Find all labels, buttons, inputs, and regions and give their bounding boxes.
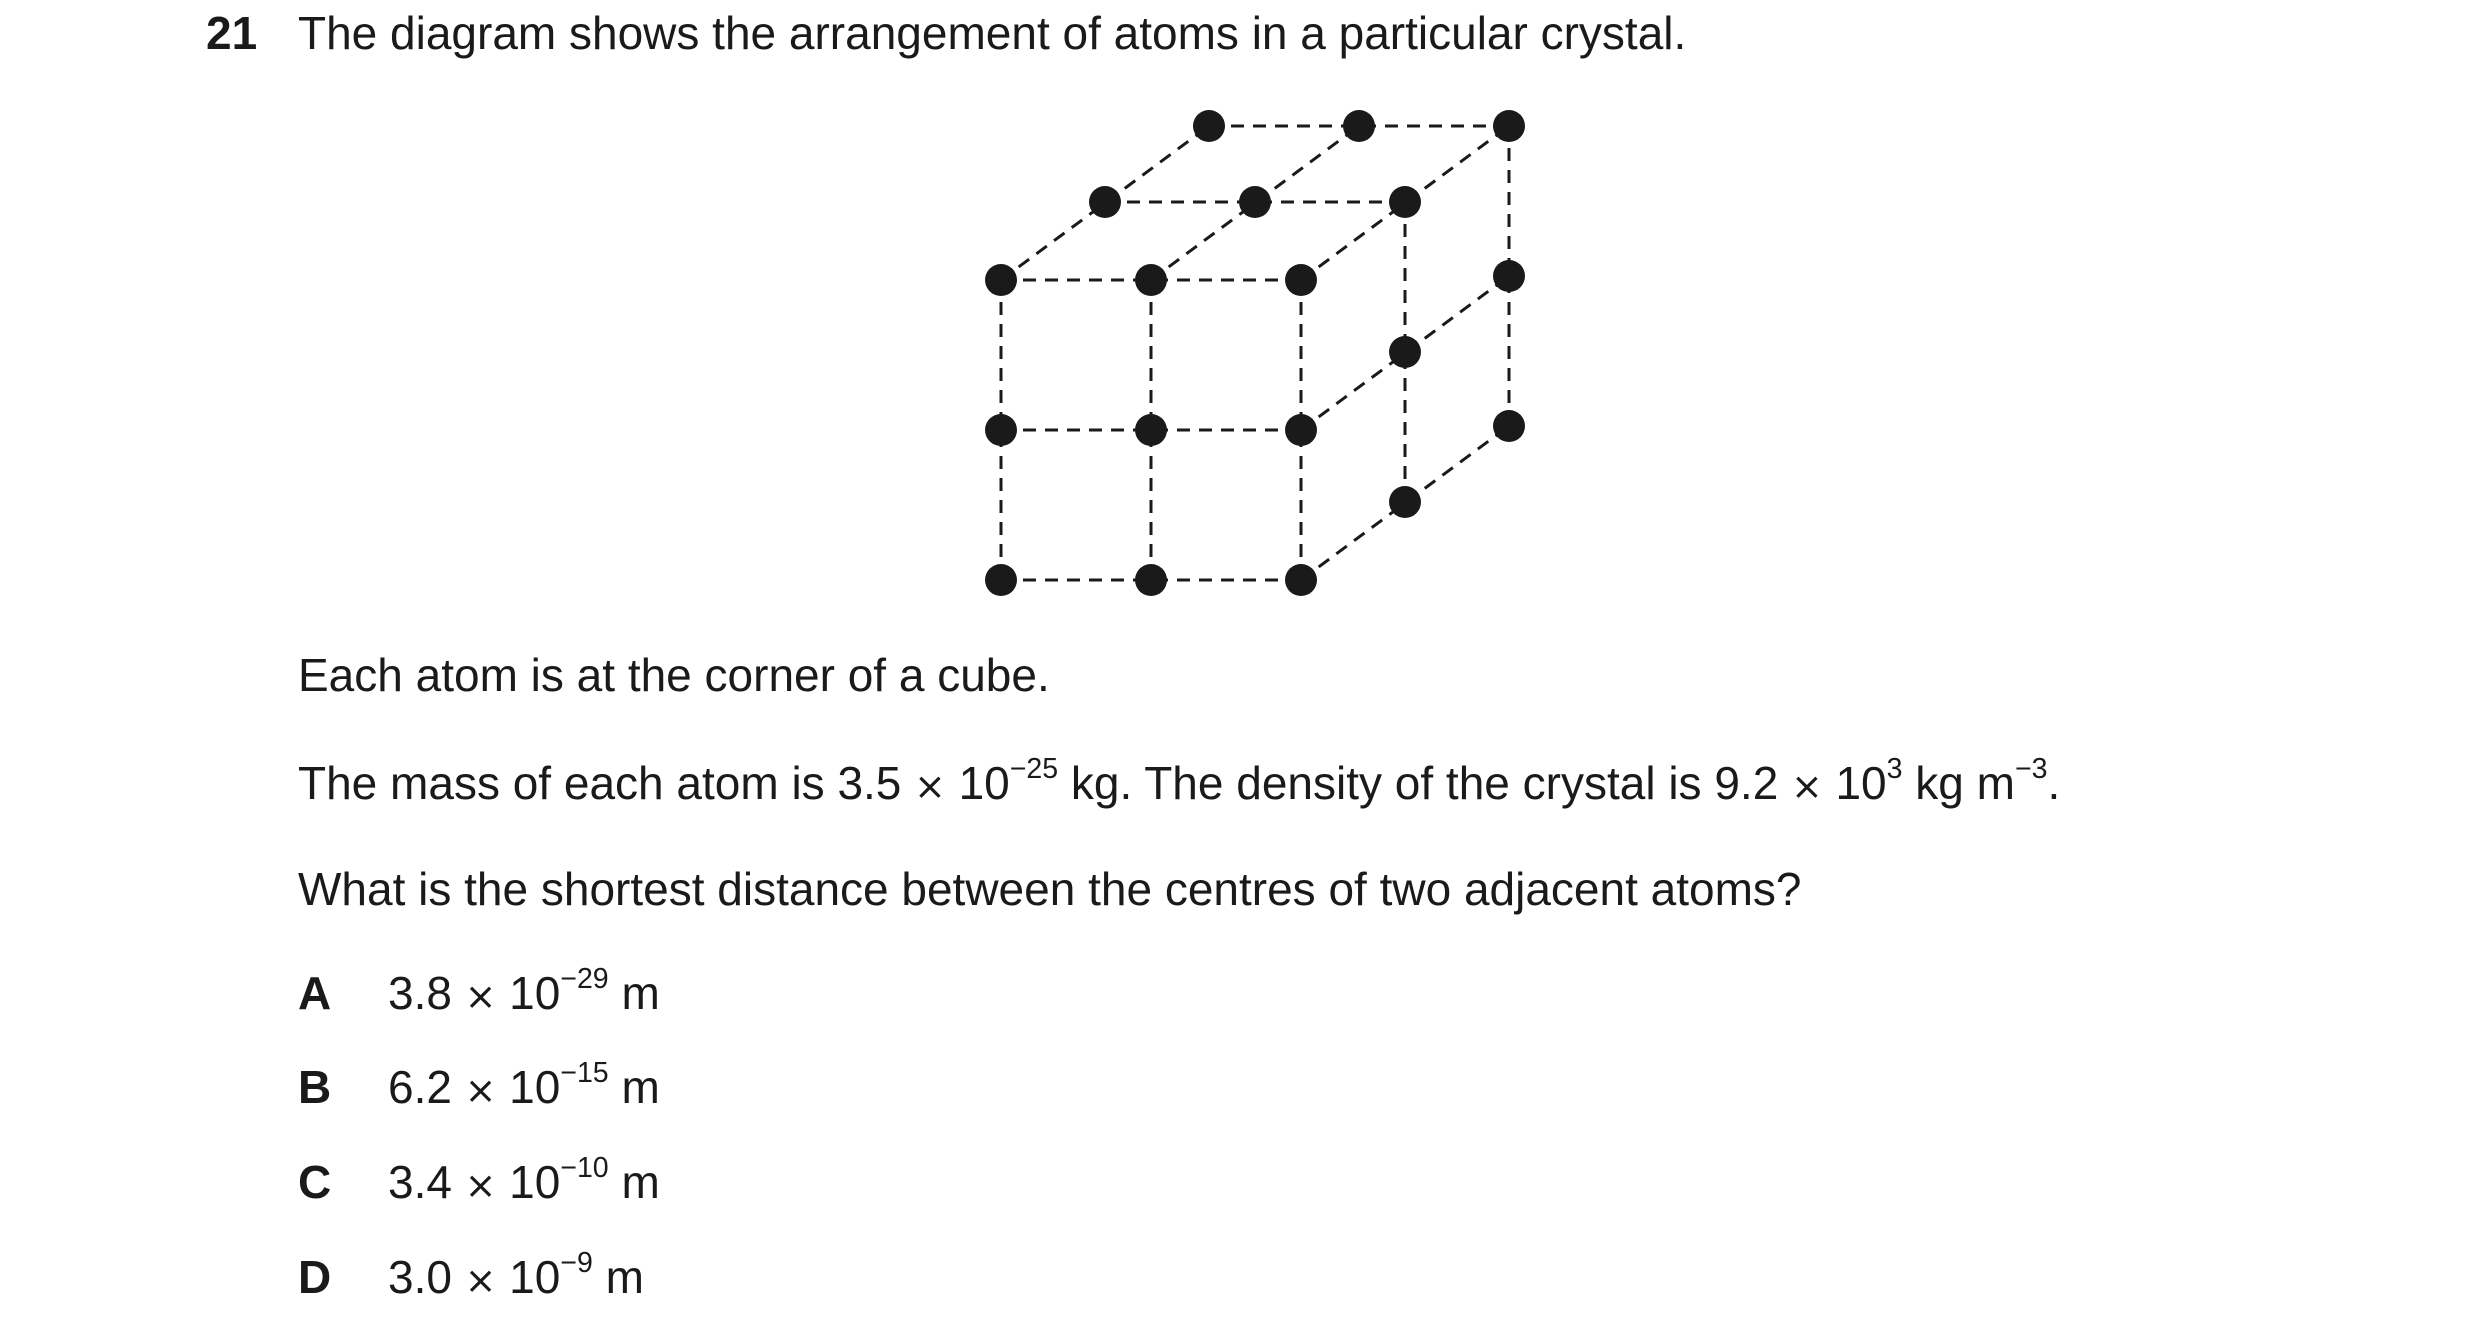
option-letter: C [298, 1156, 332, 1208]
atom [985, 414, 1017, 446]
statement-text: Each atom is at the corner of a cube. [298, 649, 1050, 701]
option-b[interactable] [298, 1057, 660, 1115]
atom [1389, 336, 1421, 368]
option-mantissa: 6.2 [388, 1061, 452, 1113]
atom [1389, 186, 1421, 218]
option-base: 10 [509, 1251, 561, 1303]
option-letter: D [298, 1251, 332, 1303]
atom [1193, 110, 1225, 142]
option-unit: m [621, 967, 660, 1019]
given-data-line [298, 753, 2061, 811]
option-base: 10 [509, 1156, 561, 1208]
question-prompt: What is the shortest distance between the centres of two adjacent atoms? [298, 863, 1802, 915]
crystal-lattice-diagram [0, 0, 2480, 640]
density-base: 10 [1835, 757, 1887, 809]
option-base: 10 [509, 967, 561, 1019]
option-exponent: −9 [560, 1247, 593, 1280]
atom [1089, 186, 1121, 218]
times-symbol: × [914, 764, 946, 808]
density-unit: kg m [1915, 757, 2015, 809]
times-symbol: × [464, 1068, 497, 1112]
data-line-end: . [2047, 757, 2061, 809]
atom [1239, 186, 1271, 218]
question-intro: The diagram shows the arrangement of atoms in a particular crystal. [298, 7, 1687, 59]
option-unit: m [621, 1156, 660, 1208]
atom [1343, 110, 1375, 142]
option-mantissa: 3.0 [388, 1251, 452, 1303]
mass-text: The mass of each atom is 3.5 [298, 757, 902, 809]
density-exponent: 3 [1886, 753, 1903, 786]
atom [1493, 110, 1525, 142]
option-letter: A [298, 967, 332, 1019]
density-unit-exponent: −3 [2014, 753, 2048, 786]
option-exponent: −29 [560, 963, 609, 996]
times-symbol: × [1791, 764, 1823, 808]
option-c[interactable] [298, 1152, 660, 1210]
atom [1493, 260, 1525, 292]
option-a[interactable] [298, 963, 660, 1021]
option-unit: m [621, 1061, 660, 1113]
atom [1389, 486, 1421, 518]
option-exponent: −10 [560, 1152, 609, 1185]
question-number: 21 [206, 7, 258, 59]
atom [985, 564, 1017, 596]
times-symbol: × [464, 974, 497, 1018]
option-mantissa: 3.4 [388, 1156, 452, 1208]
option-base: 10 [509, 1061, 561, 1113]
atom [1135, 564, 1167, 596]
option-mantissa: 3.8 [388, 967, 452, 1019]
times-symbol: × [464, 1163, 497, 1207]
mass-base: 10 [958, 757, 1010, 809]
option-letter: B [298, 1061, 332, 1113]
atom [1135, 414, 1167, 446]
option-unit: m [605, 1251, 644, 1303]
mass-exponent: −25 [1009, 753, 1059, 786]
atom [1285, 414, 1317, 446]
atom [985, 264, 1017, 296]
atom [1493, 410, 1525, 442]
atom [1135, 264, 1167, 296]
times-symbol: × [464, 1258, 497, 1302]
atom [1285, 264, 1317, 296]
option-d[interactable] [298, 1247, 644, 1305]
atom [1285, 564, 1317, 596]
density-text: kg. The density of the crystal is 9.2 [1070, 757, 1779, 809]
option-exponent: −15 [560, 1057, 609, 1090]
